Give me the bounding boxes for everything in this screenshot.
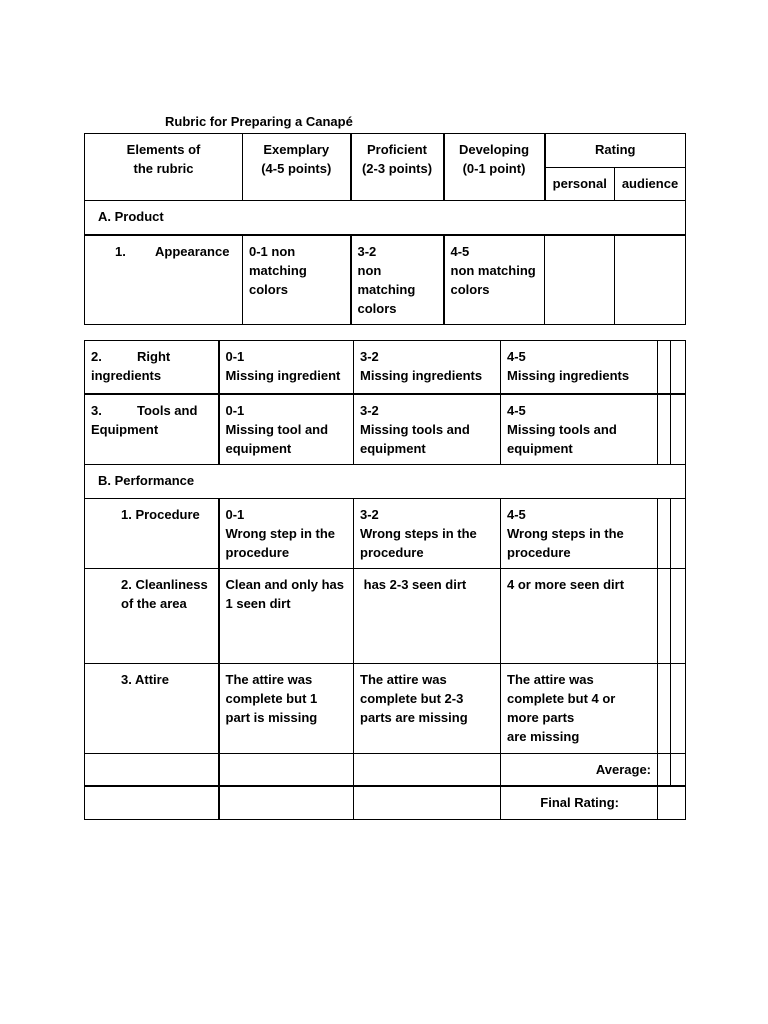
final-rating-label: Final Rating: [501, 786, 658, 819]
row-appearance-developing: 4-5 non matching colors [444, 235, 545, 325]
row-ingredients-developing: 4-5 Missing ingredients [501, 341, 658, 394]
row-tools-developing: 4-5 Missing tools and equipment [501, 394, 658, 465]
row-procedure-developing: 4-5 Wrong steps in the procedure [501, 498, 658, 568]
row-procedure-personal [658, 498, 671, 568]
row-final-blank-1 [85, 786, 219, 819]
row-ingredients-personal [658, 341, 671, 394]
row-appearance-number: 1. [115, 243, 126, 259]
header-elements: Elements of the rubric [85, 134, 243, 201]
row-tools-audience [671, 394, 686, 465]
row-average-blank-3 [354, 753, 501, 786]
row-attire-proficient: The attire was complete but 2-3 parts are missing [354, 663, 501, 753]
row-tools-proficient: 3-2 Missing tools and equipment [354, 394, 501, 465]
section-performance: B. Performance [85, 464, 686, 498]
row-appearance-personal [545, 235, 615, 325]
average-label: Average: [501, 753, 658, 786]
row-average-blank-1 [85, 753, 219, 786]
row-cleanliness-audience [671, 568, 686, 663]
row-procedure-audience [671, 498, 686, 568]
rubric-table-top [84, 133, 686, 325]
header-developing: Developing (0-1 point) [444, 134, 545, 201]
average-audience [671, 753, 686, 786]
header-audience: audience [615, 168, 686, 201]
row-tools-label [85, 394, 219, 465]
header-rating: Rating [545, 134, 686, 168]
row-final-blank-3 [354, 786, 501, 819]
row-cleanliness-label: 2. Cleanliness of the area [85, 568, 219, 663]
row-final-blank-2 [219, 786, 354, 819]
average-personal [658, 753, 671, 786]
row-appearance-label [85, 235, 243, 325]
row-ingredients-label [85, 341, 219, 394]
row-appearance-exemplary: 0-1 non matching colors [243, 235, 351, 325]
row-average-blank-2 [219, 753, 354, 786]
row-ingredients-proficient: 3-2 Missing ingredients [354, 341, 501, 394]
row-procedure-proficient: 3-2 Wrong steps in the procedure [354, 498, 501, 568]
row-procedure-label: 1. Procedure [85, 498, 219, 568]
row-tools-number: 3. [91, 402, 102, 418]
row-cleanliness-exemplary: Clean and only has 1 seen dirt [219, 568, 354, 663]
document-title: Rubric for Preparing a Canapé [165, 114, 353, 129]
row-tools-personal [658, 394, 671, 465]
final-rating-value [658, 786, 686, 819]
row-ingredients-audience [671, 341, 686, 394]
row-appearance-audience [615, 235, 686, 325]
section-product: A. Product [85, 201, 686, 235]
row-cleanliness-proficient: has 2-3 seen dirt [354, 568, 501, 663]
rubric-table-bottom [84, 340, 686, 820]
row-attire-developing: The attire was complete but 4 or more parts are missing [501, 663, 658, 753]
row-ingredients-name: Right ingredients [91, 349, 171, 383]
row-attire-audience [671, 663, 686, 753]
row-appearance-proficient: 3-2 non matching colors [351, 235, 444, 325]
row-procedure-exemplary: 0-1 Wrong step in the procedure [219, 498, 354, 568]
header-proficient: Proficient (2-3 points) [351, 134, 444, 201]
row-attire-personal [658, 663, 671, 753]
row-cleanliness-personal [658, 568, 671, 663]
row-ingredients-number: 2. [91, 349, 102, 364]
row-appearance-name: Appearance [155, 243, 230, 259]
header-personal: personal [545, 168, 615, 201]
row-attire-exemplary: The attire was complete but 1 part is missing [219, 663, 354, 753]
row-cleanliness-developing: 4 or more seen dirt [501, 568, 658, 663]
row-tools-exemplary: 0-1 Missing tool and equipment [219, 394, 354, 465]
row-attire-label: 3. Attire [85, 663, 219, 753]
row-ingredients-exemplary: 0-1 Missing ingredient [219, 341, 354, 394]
header-exemplary: Exemplary (4-5 points) [243, 134, 351, 201]
row-tools-name: Tools and Equipment [91, 402, 198, 437]
